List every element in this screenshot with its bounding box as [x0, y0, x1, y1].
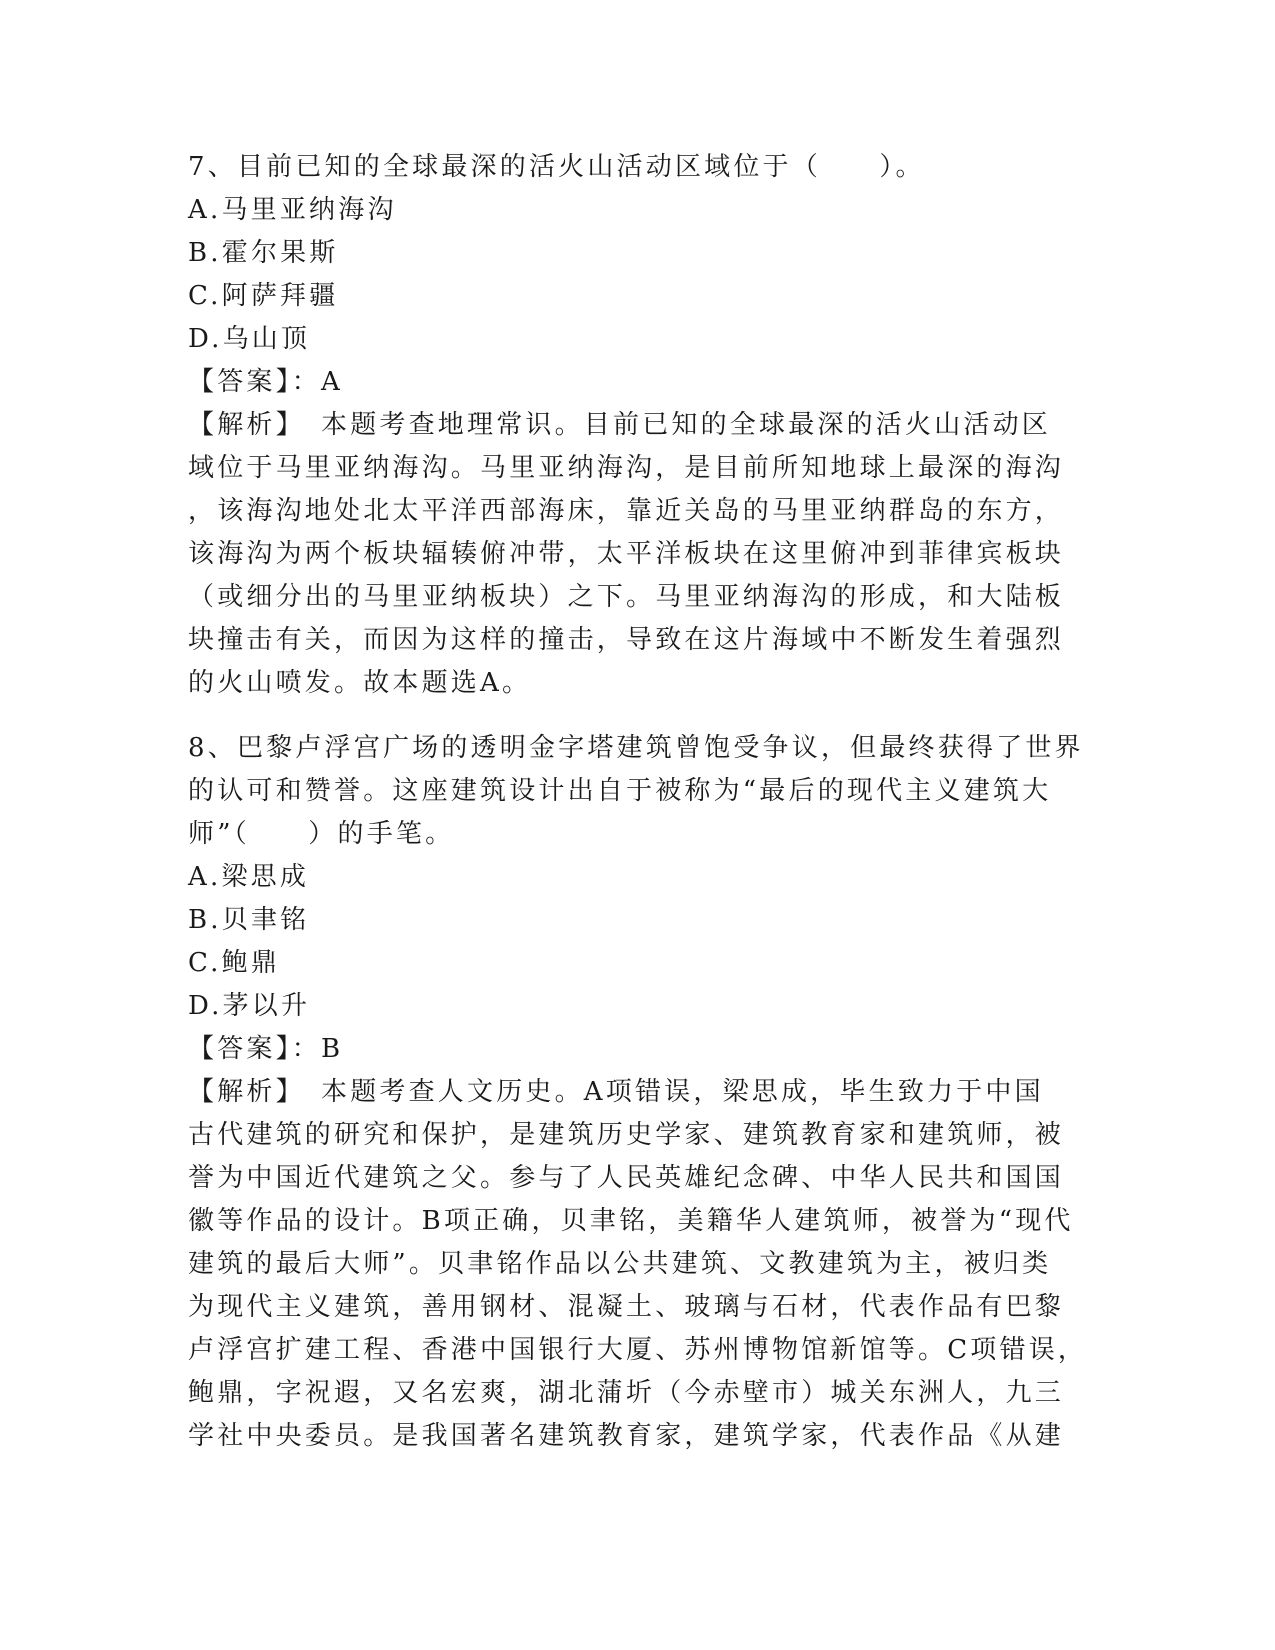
analysis-line: ，该海沟地处北太平洋西部海床，靠近关岛的马里亚纳群岛的东方， [188, 496, 1065, 526]
question-7 [188, 146, 1088, 705]
document-page [188, 146, 1088, 1458]
option-c: C.阿萨拜疆 [188, 281, 339, 311]
question-stem: 7、目前已知的全球最深的活火山活动区域位于（ ）。 [188, 152, 925, 182]
option-a: A.马里亚纳海沟 [188, 195, 397, 225]
question-stem: 8、巴黎卢浮宫广场的透明金字塔建筑曾饱受争议，但最终获得了世界 [188, 733, 1084, 763]
answer: 【答案】：B [188, 1034, 344, 1064]
option-d: D.乌山顶 [188, 324, 311, 354]
option-d: D.茅以升 [188, 991, 311, 1021]
analysis-line: （或细分出的马里亚纳板块）之下。马里亚纳海沟的形成，和大陆板 [188, 582, 1065, 612]
question-stem: 的认可和赞誉。这座建筑设计出自于被称为“最后的现代主义建筑大 [188, 776, 1052, 806]
question-stem: 师”（ ）的手笔。 [188, 819, 455, 849]
analysis-line: 鲍鼎，字祝遐，又名宏爽，湖北蒲圻（今赤壁市）城关东洲人，九三 [188, 1378, 1065, 1408]
option-b: B.贝聿铭 [188, 905, 310, 935]
analysis-line: 块撞击有关，而因为这样的撞击，导致在这片海域中不断发生着强烈 [188, 625, 1065, 655]
analysis-line: 卢浮宫扩建工程、香港中国银行大厦、苏州博物馆新馆等。C项错误， [188, 1335, 1088, 1365]
analysis-line: 为现代主义建筑，善用钢材、混凝土、玻璃与石材，代表作品有巴黎 [188, 1292, 1065, 1322]
answer: 【答案】：A [188, 367, 343, 397]
analysis-line: 域位于马里亚纳海沟。马里亚纳海沟，是目前所知地球上最深的海沟 [188, 453, 1065, 483]
analysis [188, 1071, 1088, 1458]
option-c: C.鲍鼎 [188, 948, 281, 978]
analysis [188, 404, 1088, 705]
analysis-line: 徽等作品的设计。B项正确，贝聿铭，美籍华人建筑师，被誉为“现代 [188, 1206, 1074, 1236]
analysis-line: 誉为中国近代建筑之父。参与了人民英雄纪念碑、中华人民共和国国 [188, 1163, 1065, 1193]
analysis-line: 的火山喷发。故本题选A。 [188, 668, 532, 698]
question-8 [188, 727, 1088, 1458]
option-b: B.霍尔果斯 [188, 238, 339, 268]
analysis-line: 学社中央委员。是我国著名建筑教育家，建筑学家，代表作品《从建 [188, 1421, 1065, 1451]
analysis-line: 建筑的最后大师”。贝聿铭作品以公共建筑、文教建筑为主，被归类 [188, 1249, 1052, 1279]
analysis-line: 古代建筑的研究和保护，是建筑历史学家、建筑教育家和建筑师，被 [188, 1120, 1065, 1150]
question-spacer [188, 705, 1088, 727]
analysis-line: 【解析】 本题考查地理常识。目前已知的全球最深的活火山活动区 [188, 410, 1052, 440]
analysis-line: 该海沟为两个板块辐辏俯冲带，太平洋板块在这里俯冲到菲律宾板块 [188, 539, 1065, 569]
option-a: A.梁思成 [188, 862, 310, 892]
analysis-line: 【解析】 本题考查人文历史。A项错误，梁思成，毕生致力于中国 [188, 1077, 1044, 1107]
